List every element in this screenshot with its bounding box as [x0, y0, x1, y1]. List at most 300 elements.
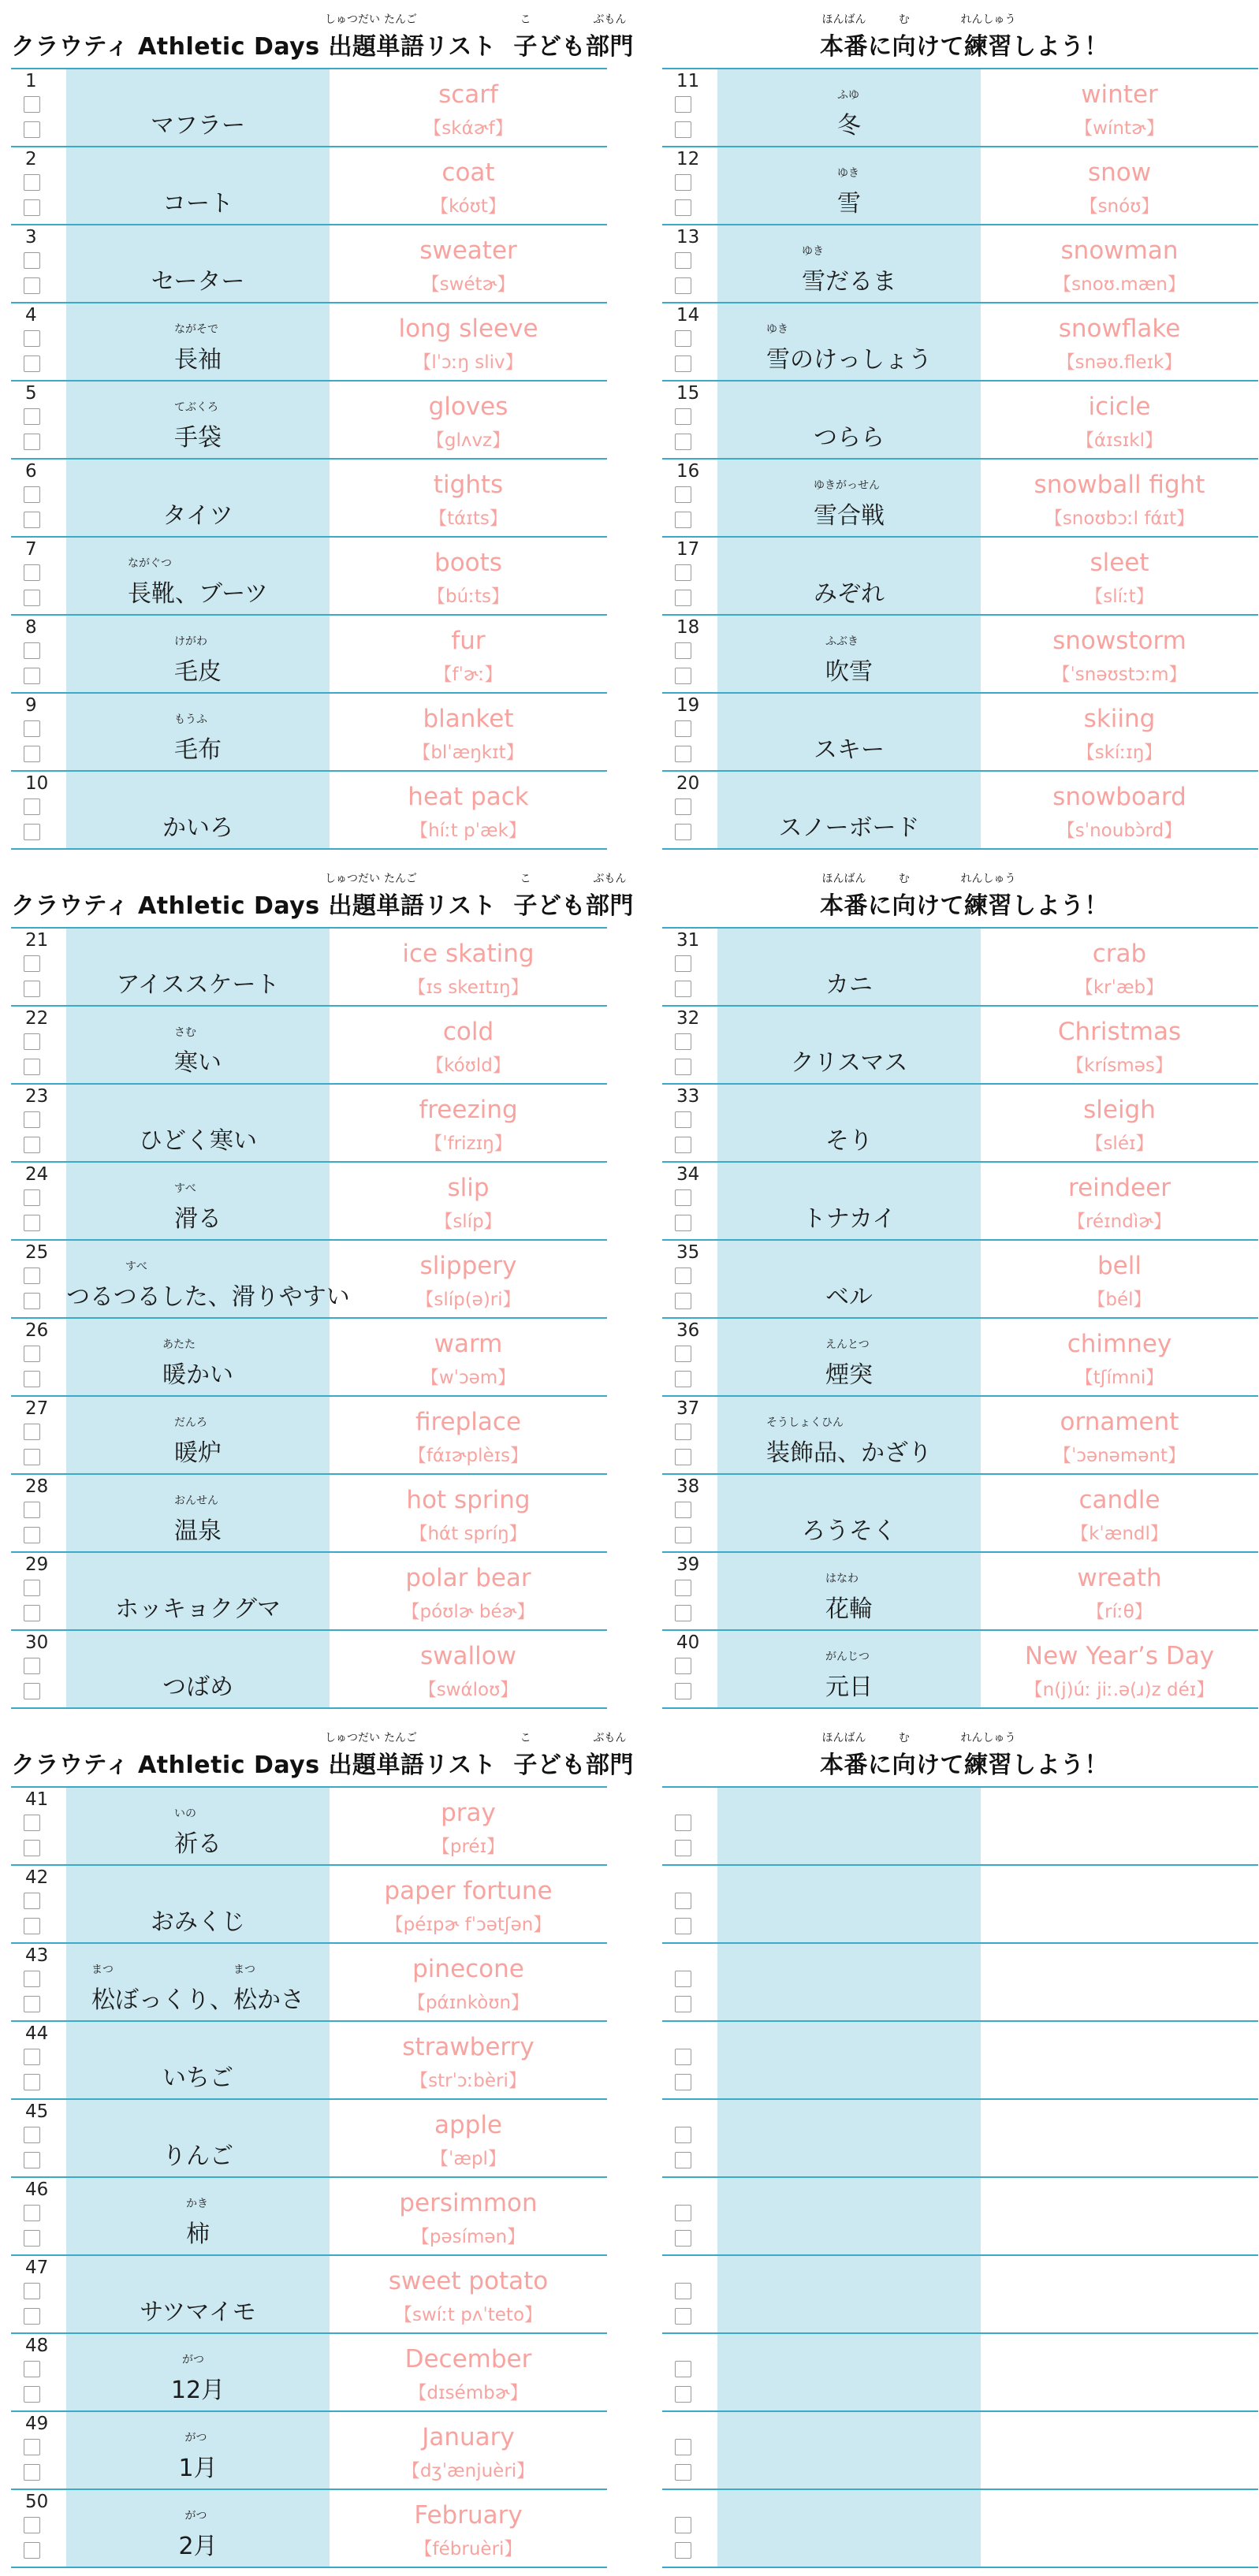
check-box[interactable]	[24, 252, 40, 269]
english-cell	[981, 69, 1258, 146]
japanese-cell	[717, 2490, 981, 2567]
check-box[interactable]	[24, 1346, 40, 1362]
check-box[interactable]	[24, 2205, 40, 2221]
sheet-subtitle	[820, 1732, 1108, 1780]
pronunciation: 【póʊlɚ béɚ】	[401, 1602, 535, 1622]
japanese-word: つらら	[814, 424, 885, 452]
japanese-cell	[66, 1163, 330, 1239]
japanese-word: カニ	[825, 971, 873, 999]
title-ko-ruby: こ	[520, 873, 531, 885]
furigana: すべ	[174, 1182, 196, 1195]
japanese-word: 祈る	[174, 1830, 222, 1858]
english-cell	[330, 2256, 607, 2332]
check-box[interactable]	[24, 2283, 40, 2299]
japanese-cell	[717, 694, 981, 770]
word-row	[11, 929, 607, 1007]
item-number: 24	[25, 1164, 49, 1185]
check-box[interactable]	[24, 330, 40, 347]
title-domo: ども	[537, 33, 586, 61]
check-box[interactable]	[675, 981, 691, 997]
check-box[interactable]	[24, 408, 40, 425]
check-box[interactable]	[24, 1996, 40, 2012]
panel-left-1	[11, 0, 634, 850]
title-shutsudai-ruby: しゅつだい	[325, 13, 381, 26]
check-box[interactable]	[675, 1971, 691, 1987]
check-box[interactable]	[675, 590, 691, 606]
check-box[interactable]	[675, 824, 691, 840]
furigana: だんろ	[174, 1416, 207, 1429]
japanese-word: トナカイ	[802, 1205, 896, 1233]
japanese-cell	[66, 147, 330, 224]
check-box[interactable]	[24, 1840, 40, 1856]
japanese-word: 長袖	[174, 346, 222, 374]
subtitle-mu	[892, 1732, 917, 1780]
english-cell	[330, 1475, 607, 1551]
check-box[interactable]	[24, 2152, 40, 2168]
english-cell	[981, 460, 1258, 536]
subtitle-renshu	[960, 1732, 1016, 1780]
title-shutsudai-text: 出題	[328, 1751, 377, 1779]
check-box[interactable]	[675, 1996, 691, 2012]
subtitle-mu-ruby: む	[898, 1732, 910, 1744]
word-row	[662, 1241, 1258, 1319]
word-row	[11, 1475, 607, 1553]
check-box[interactable]	[24, 1683, 40, 1699]
pronunciation: 【pəsímən】	[411, 2227, 526, 2247]
japanese-word: かいろ	[162, 814, 233, 842]
check-box[interactable]	[24, 1605, 40, 1621]
check-box[interactable]	[675, 1371, 691, 1387]
word-table	[662, 927, 1258, 1709]
word-row	[662, 2100, 1258, 2178]
check-box[interactable]	[24, 2439, 40, 2455]
english-cell	[330, 2022, 607, 2098]
check-box[interactable]	[24, 564, 40, 581]
english-word: fireplace	[415, 1408, 522, 1436]
word-row	[11, 2100, 607, 2178]
english-cell	[330, 2412, 607, 2489]
pronunciation: 【sléɪ】	[1085, 1134, 1154, 1154]
word-row	[11, 1085, 607, 1163]
english-word: snowball fight	[1034, 471, 1205, 499]
subtitle-honban-ruby: ほんばん	[821, 873, 866, 885]
english-cell	[981, 2100, 1258, 2176]
word-row	[11, 1866, 607, 1944]
item-number: 10	[25, 773, 49, 794]
pronunciation: 【kóʊt】	[430, 196, 506, 217]
title-tango-text: 単語	[376, 892, 425, 920]
check-box[interactable]	[24, 1893, 40, 1909]
panel-left-2	[11, 859, 634, 1709]
check-box[interactable]	[24, 96, 40, 113]
check-box[interactable]	[675, 1293, 691, 1309]
check-box[interactable]	[675, 955, 691, 972]
subtitle-ni: に	[868, 33, 892, 61]
check-box[interactable]	[24, 434, 40, 450]
japanese-cell	[717, 1475, 981, 1551]
check-box[interactable]	[675, 512, 691, 528]
check-box[interactable]	[675, 2361, 691, 2377]
check-box[interactable]	[24, 1111, 40, 1128]
check-box[interactable]	[675, 1449, 691, 1465]
panel-right-2	[662, 859, 1258, 1709]
japanese-cell	[717, 1866, 981, 1942]
furigana: ゆき	[766, 323, 788, 336]
check-box[interactable]	[24, 486, 40, 503]
word-row	[662, 382, 1258, 460]
japanese-word: 花輪	[825, 1595, 873, 1623]
check-box[interactable]	[675, 668, 691, 684]
subtitle-honban-text: 本番	[820, 1751, 868, 1779]
subtitle-shiyou: しよう！	[1012, 33, 1108, 61]
check-box[interactable]	[675, 1059, 691, 1075]
furigana: まつ	[91, 1964, 114, 1976]
sheet-title	[11, 1732, 634, 1780]
check-box[interactable]	[24, 1658, 40, 1674]
japanese-cell	[717, 2334, 981, 2410]
check-box[interactable]	[675, 1918, 691, 1934]
item-number: 5	[25, 383, 37, 404]
check-box[interactable]	[24, 1449, 40, 1465]
japanese-word: 手袋	[174, 424, 222, 452]
check-box[interactable]	[24, 1527, 40, 1543]
pronunciation: 【skíːɪŋ】	[1076, 743, 1163, 763]
check-box[interactable]	[24, 2049, 40, 2065]
english-cell	[330, 1553, 607, 1629]
word-row	[662, 929, 1258, 1007]
check-box[interactable]	[675, 1658, 691, 1674]
item-number: 11	[676, 71, 700, 91]
check-box[interactable]	[24, 356, 40, 372]
furigana: すべ	[125, 1260, 147, 1273]
pronunciation: 【búːts】	[427, 586, 509, 607]
japanese-cell	[66, 2412, 330, 2489]
japanese-cell	[66, 2022, 330, 2098]
word-row	[662, 69, 1258, 147]
english-cell	[981, 303, 1258, 380]
title-shutsudai-text: 出題	[328, 33, 377, 61]
check-box[interactable]	[675, 1215, 691, 1231]
check-box[interactable]	[675, 434, 691, 450]
title-ko	[513, 873, 538, 921]
pronunciation: 【pάɪnkòʊn】	[407, 1993, 530, 2013]
english-cell	[981, 1241, 1258, 1317]
check-box[interactable]	[675, 1815, 691, 1831]
title-tango	[376, 873, 425, 921]
japanese-word: 2月	[178, 2533, 218, 2560]
title-domo: ども	[537, 1751, 586, 1779]
check-box[interactable]	[24, 2464, 40, 2481]
item-number: 46	[25, 2180, 49, 2200]
word-row	[662, 1475, 1258, 1553]
title-shutsudai	[325, 1732, 381, 1780]
japanese-word: 装飾品、かざり	[766, 1439, 932, 1467]
check-box[interactable]	[24, 1215, 40, 1231]
check-box[interactable]	[24, 981, 40, 997]
check-box[interactable]	[24, 1293, 40, 1309]
english-cell	[330, 929, 607, 1005]
check-box[interactable]	[24, 1268, 40, 1284]
check-box[interactable]	[675, 486, 691, 503]
pronunciation: 【slíp(ə)ri】	[415, 1290, 521, 1310]
check-box[interactable]	[24, 1971, 40, 1987]
english-cell	[330, 694, 607, 770]
check-box[interactable]	[675, 564, 691, 581]
check-box[interactable]	[24, 1815, 40, 1831]
check-box[interactable]	[675, 2074, 691, 2090]
item-number: 33	[676, 1086, 700, 1107]
check-box[interactable]	[675, 356, 691, 372]
check-box[interactable]	[675, 1893, 691, 1909]
english-word: sweet potato	[388, 2267, 549, 2295]
item-number: 30	[25, 1632, 49, 1653]
japanese-word: 雪のけっしょう	[766, 346, 932, 374]
check-box[interactable]	[24, 1502, 40, 1518]
english-word: warm	[434, 1330, 503, 1358]
check-box[interactable]	[24, 590, 40, 606]
japanese-word: 温泉	[174, 1517, 222, 1545]
check-box[interactable]	[24, 642, 40, 659]
check-box[interactable]	[24, 1189, 40, 1206]
check-box[interactable]	[675, 2127, 691, 2143]
check-box[interactable]	[675, 277, 691, 294]
check-box[interactable]	[24, 1033, 40, 1050]
check-box[interactable]	[24, 824, 40, 840]
check-box[interactable]	[675, 408, 691, 425]
english-word: wreath	[1077, 1564, 1162, 1592]
pronunciation: 【tʃímni】	[1075, 1368, 1164, 1388]
english-cell	[981, 147, 1258, 224]
pronunciation: 【ɪs skeɪtɪŋ】	[408, 977, 529, 998]
item-number: 9	[25, 695, 37, 716]
word-row	[662, 2022, 1258, 2100]
japanese-word: つばめ	[162, 1673, 233, 1701]
check-box[interactable]	[675, 1033, 691, 1050]
pronunciation: 【ríːθ】	[1086, 1602, 1153, 1622]
pronunciation: 【réɪndìɚ】	[1067, 1212, 1172, 1232]
check-box[interactable]	[24, 1424, 40, 1440]
check-box[interactable]	[675, 2049, 691, 2065]
check-box[interactable]	[24, 2386, 40, 2403]
check-box[interactable]	[675, 1527, 691, 1543]
check-box[interactable]	[675, 1840, 691, 1856]
subtitle-renshu-ruby: れんしゅう	[960, 1732, 1016, 1744]
check-box[interactable]	[675, 1137, 691, 1153]
item-number: 8	[25, 617, 37, 638]
check-box[interactable]	[24, 2542, 40, 2559]
check-box[interactable]	[24, 174, 40, 191]
japanese-cell	[717, 2100, 981, 2176]
word-row	[662, 147, 1258, 225]
title-brand: クラウティ Athletic Days	[11, 33, 329, 61]
check-box[interactable]	[24, 2230, 40, 2247]
check-box[interactable]	[675, 2439, 691, 2455]
english-word: ornament	[1060, 1408, 1179, 1436]
item-number: 25	[25, 1242, 49, 1263]
japanese-cell	[66, 460, 330, 536]
word-row	[662, 2256, 1258, 2334]
panel-header	[11, 0, 634, 68]
english-word: snow	[1087, 158, 1152, 187]
japanese-cell	[717, 303, 981, 380]
english-word: New Year’s Day	[1024, 1642, 1215, 1670]
check-box[interactable]	[24, 2308, 40, 2325]
japanese-cell	[717, 1397, 981, 1473]
title-bumon-text: 部門	[585, 892, 634, 920]
pronunciation: 【ˈɔənəmənt】	[1053, 1446, 1186, 1466]
title-ko-text: 子	[513, 33, 538, 61]
japanese-word: 寒い	[174, 1049, 222, 1077]
item-number: 21	[25, 930, 49, 951]
check-box[interactable]	[675, 121, 691, 138]
japanese-cell	[66, 1241, 350, 1317]
item-number: 4	[25, 305, 37, 326]
english-cell	[981, 1944, 1258, 2020]
japanese-word: セーター	[151, 268, 245, 296]
japanese-cell	[717, 147, 981, 224]
item-number: 40	[676, 1632, 700, 1653]
item-number: 17	[676, 539, 700, 560]
check-box[interactable]	[24, 512, 40, 528]
check-box[interactable]	[675, 1268, 691, 1284]
japanese-word: 毛皮	[174, 658, 222, 686]
japanese-word: 滑る	[174, 1205, 222, 1233]
pronunciation: 【fάɪɚplèɪs】	[408, 1446, 529, 1466]
japanese-cell	[66, 225, 330, 302]
check-box[interactable]	[675, 2308, 691, 2325]
english-cell	[981, 2490, 1258, 2567]
check-box[interactable]	[24, 1918, 40, 1934]
check-box[interactable]	[675, 1605, 691, 1621]
check-box[interactable]	[675, 798, 691, 815]
check-box[interactable]	[24, 121, 40, 138]
english-word: skiing	[1083, 705, 1156, 733]
japanese-word: 12月	[170, 2377, 225, 2404]
check-box[interactable]	[24, 2361, 40, 2377]
check-box[interactable]	[675, 1502, 691, 1518]
check-box[interactable]	[24, 1059, 40, 1075]
check-box[interactable]	[24, 1371, 40, 1387]
check-box[interactable]	[24, 2517, 40, 2533]
item-number: 36	[676, 1320, 700, 1341]
item-number: 50	[25, 2492, 49, 2512]
check-box[interactable]	[675, 96, 691, 113]
item-number: 23	[25, 1086, 49, 1107]
english-word: pray	[441, 1799, 496, 1827]
japanese-cell	[717, 1085, 981, 1161]
japanese-word: 煙突	[825, 1361, 873, 1389]
check-box[interactable]	[675, 252, 691, 269]
item-number: 16	[676, 461, 700, 482]
check-box[interactable]	[24, 955, 40, 972]
japanese-word: 柿	[186, 2220, 210, 2248]
japanese-word: 元日	[825, 1673, 873, 1701]
japanese-word: ホッキョクグマ	[115, 1595, 281, 1623]
check-box[interactable]	[24, 746, 40, 762]
check-box[interactable]	[675, 2205, 691, 2221]
check-box[interactable]	[675, 1683, 691, 1699]
english-word: crab	[1092, 940, 1147, 968]
japanese-cell	[717, 1944, 981, 2020]
english-cell	[330, 2490, 607, 2567]
pronunciation: 【n(j)úː jiː.ə(ɹ)z déɪ】	[1024, 1680, 1215, 1700]
word-row	[662, 694, 1258, 772]
check-box[interactable]	[675, 2386, 691, 2403]
japanese-word: スノーボード	[778, 814, 920, 842]
subtitle-honban-ruby: ほんばん	[821, 13, 866, 26]
check-box[interactable]	[675, 330, 691, 347]
japanese-cell	[66, 1553, 330, 1629]
japanese-word: クリスマス	[790, 1049, 908, 1077]
check-box[interactable]	[675, 746, 691, 762]
panel-header	[662, 859, 1258, 927]
check-box[interactable]	[24, 1580, 40, 1596]
check-box[interactable]	[24, 199, 40, 216]
subtitle-mu-text: 向	[892, 892, 916, 920]
subtitle-honban-text: 本番	[820, 33, 868, 61]
check-box[interactable]	[24, 668, 40, 684]
pronunciation: 【préɪ】	[431, 1837, 505, 1857]
check-box[interactable]	[675, 1111, 691, 1128]
pronunciation: 【blˈæŋkɪt】	[412, 743, 524, 763]
word-table	[662, 68, 1258, 850]
japanese-cell	[66, 1007, 330, 1083]
check-box[interactable]	[24, 1137, 40, 1153]
word-row	[11, 538, 607, 616]
check-box[interactable]	[675, 1189, 691, 1206]
subtitle-kete: けて	[916, 892, 964, 920]
check-box[interactable]	[675, 1346, 691, 1362]
check-box[interactable]	[24, 798, 40, 815]
english-cell	[330, 2100, 607, 2176]
item-number: 27	[25, 1398, 49, 1419]
check-box[interactable]	[675, 2152, 691, 2168]
sheet-subtitle	[820, 873, 1108, 921]
check-box[interactable]	[675, 2542, 691, 2559]
check-box[interactable]	[675, 174, 691, 191]
check-box[interactable]	[675, 2230, 691, 2247]
check-box[interactable]	[675, 2464, 691, 2481]
item-number: 2	[25, 149, 37, 169]
english-word: reindeer	[1068, 1174, 1171, 1202]
pronunciation: 【kˈændl】	[1071, 1524, 1168, 1544]
japanese-word: タイツ	[162, 502, 233, 530]
check-box[interactable]	[675, 1424, 691, 1440]
item-number: 43	[25, 1945, 49, 1966]
check-box[interactable]	[24, 720, 40, 737]
check-box[interactable]	[675, 199, 691, 216]
panel-header	[662, 1718, 1258, 1786]
pronunciation: 【ˈsnəʊstɔːm】	[1052, 664, 1187, 685]
check-box[interactable]	[24, 2127, 40, 2143]
item-number: 44	[25, 2023, 49, 2044]
japanese-cell	[717, 2256, 981, 2332]
english-cell	[330, 1866, 607, 1942]
check-box[interactable]	[24, 2074, 40, 2090]
check-box[interactable]	[675, 1580, 691, 1596]
check-box[interactable]	[24, 277, 40, 294]
japanese-cell	[66, 1788, 330, 1864]
check-box[interactable]	[675, 2283, 691, 2299]
check-box[interactable]	[675, 2517, 691, 2533]
pronunciation: 【hάt spríŋ】	[409, 1524, 527, 1544]
check-box[interactable]	[675, 642, 691, 659]
furigana: えんとつ	[825, 1338, 870, 1351]
check-box[interactable]	[675, 720, 691, 737]
word-row	[11, 1788, 607, 1866]
item-number: 3	[25, 227, 37, 248]
japanese-word: 松ぼっくり、松かさ	[91, 1986, 304, 2014]
